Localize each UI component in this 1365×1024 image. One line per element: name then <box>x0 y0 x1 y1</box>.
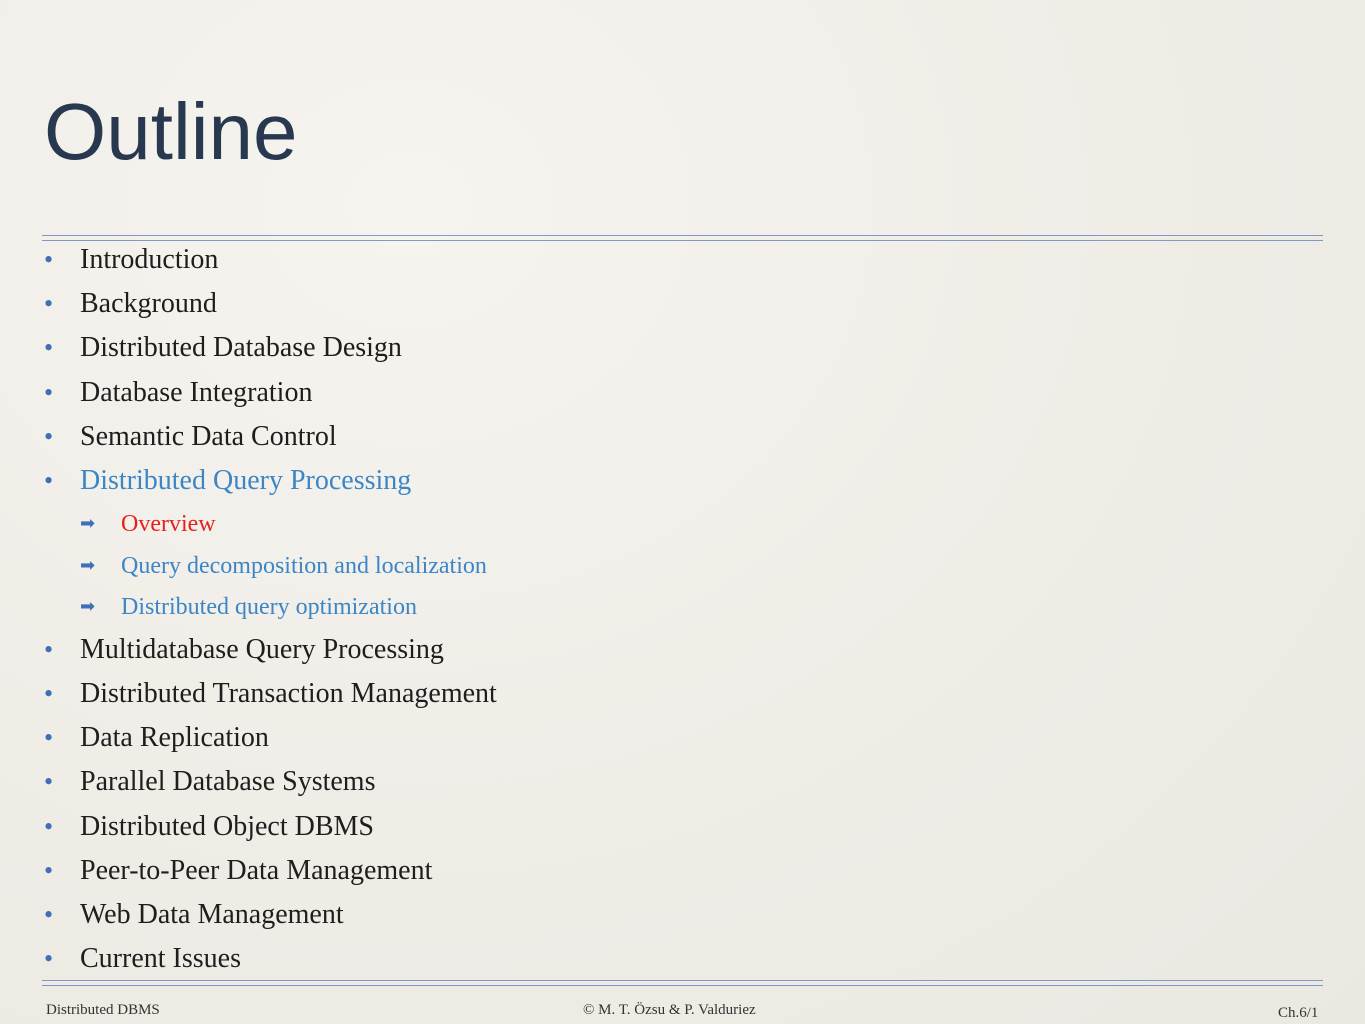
outline-item <box>44 854 433 888</box>
arrow-right-icon: ➡ <box>80 513 96 534</box>
outline-item <box>44 633 444 667</box>
outline-item <box>44 420 337 454</box>
slide-title: Outline <box>44 87 298 176</box>
outline-subitem <box>80 551 487 581</box>
outline-item-label: Distributed Object DBMS <box>80 811 374 842</box>
footer-course-name: Distributed DBMS <box>46 1002 160 1018</box>
outline-item-label: Current Issues <box>80 943 241 974</box>
outline-item-label: Introduction <box>80 244 219 275</box>
outline-item <box>44 331 402 365</box>
bullet-icon: • <box>44 679 54 708</box>
outline-item <box>44 765 376 799</box>
outline-item <box>44 287 217 321</box>
outline-item <box>44 243 219 277</box>
footer-page-number: Ch.6/1 <box>1278 1005 1319 1021</box>
outline-item <box>44 721 269 755</box>
title-divider <box>42 240 1323 241</box>
bullet-icon: • <box>44 289 54 318</box>
outline-subitem-label: Overview <box>121 511 216 537</box>
outline-item <box>44 376 313 410</box>
bullet-icon: • <box>44 245 54 274</box>
bullet-icon: • <box>44 378 54 407</box>
outline-item <box>44 810 374 844</box>
footer-divider <box>42 985 1323 986</box>
outline-subitem-label: Query decomposition and localization <box>121 553 487 579</box>
outline-item-label: Distributed Query Processing <box>80 465 412 496</box>
bullet-icon: • <box>44 944 54 973</box>
bullet-icon: • <box>44 333 54 362</box>
outline-item-label: Background <box>80 288 217 319</box>
outline-item-current <box>44 464 412 498</box>
bullet-icon: • <box>44 466 54 495</box>
outline-item <box>44 677 497 711</box>
outline-item-label: Data Replication <box>80 722 269 753</box>
bullet-icon: • <box>44 900 54 929</box>
outline-item-label: Distributed Transaction Management <box>80 678 497 709</box>
outline-item-label: Semantic Data Control <box>80 421 337 452</box>
arrow-right-icon: ➡ <box>80 596 96 617</box>
outline-item-label: Parallel Database Systems <box>80 766 376 797</box>
outline-item <box>44 898 344 932</box>
outline-item-label: Distributed Database Design <box>80 332 402 363</box>
bullet-icon: • <box>44 635 54 664</box>
bullet-icon: • <box>44 767 54 796</box>
outline-item <box>44 942 241 976</box>
outline-item-label: Web Data Management <box>80 899 344 930</box>
bullet-icon: • <box>44 812 54 841</box>
outline-item-label: Peer-to-Peer Data Management <box>80 855 433 886</box>
outline-subitem-active <box>80 509 216 539</box>
bullet-icon: • <box>44 723 54 752</box>
outline-item-label: Database Integration <box>80 377 313 408</box>
bullet-icon: • <box>44 856 54 885</box>
footer-copyright: © M. T. Özsu & P. Valduriez <box>583 1002 756 1018</box>
outline-subitem <box>80 592 417 622</box>
arrow-right-icon: ➡ <box>80 555 96 576</box>
footer-divider <box>42 980 1323 981</box>
title-divider <box>42 235 1323 236</box>
outline-item-label: Multidatabase Query Processing <box>80 634 444 665</box>
bullet-icon: • <box>44 422 54 451</box>
outline-subitem-label: Distributed query optimization <box>121 594 417 620</box>
